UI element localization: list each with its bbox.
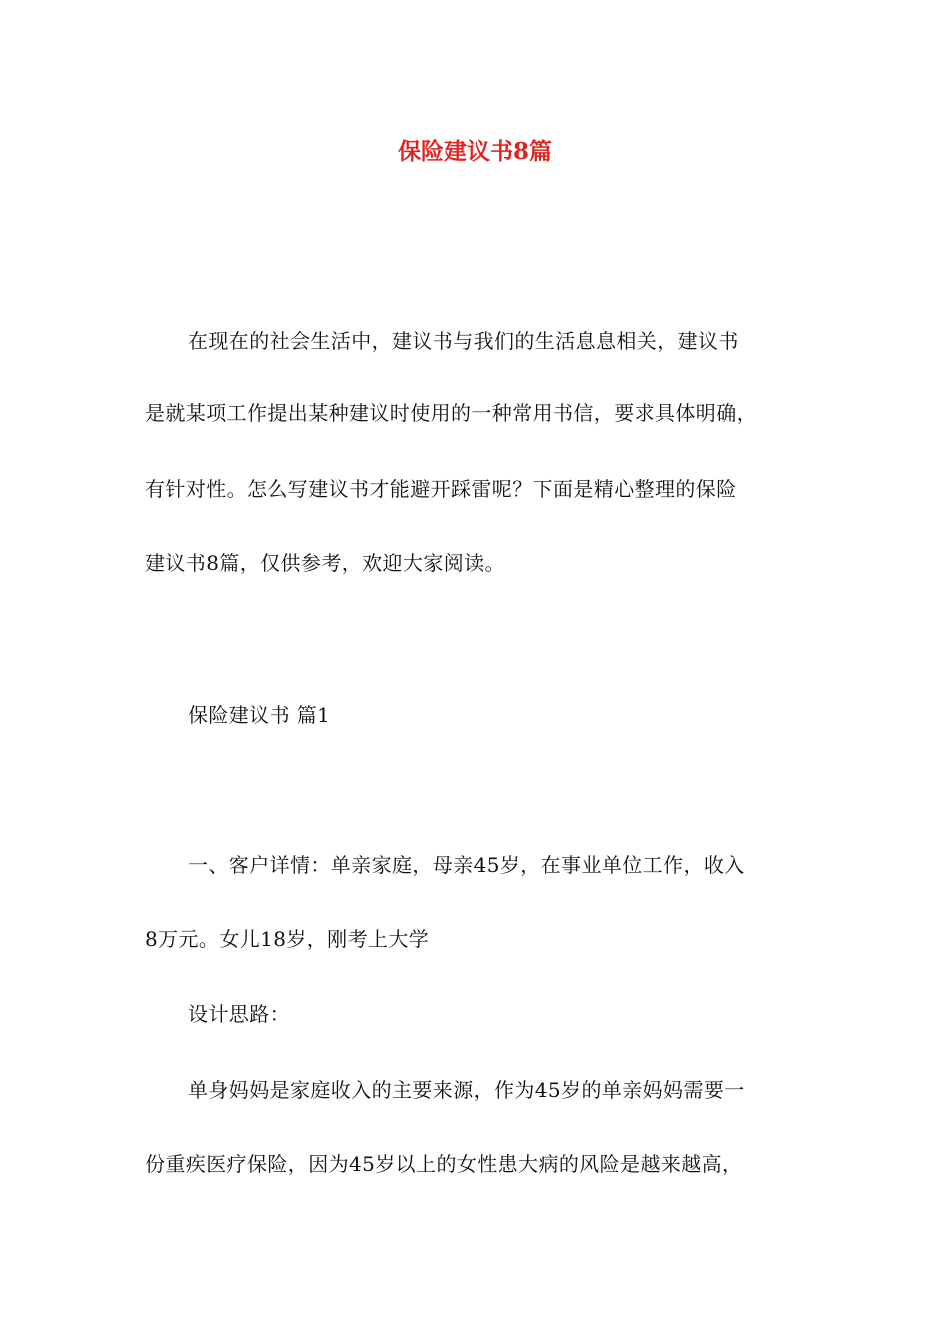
section-heading: 保险建议书 篇1 (188, 703, 331, 727)
design-line-1: 单身妈妈是家庭收入的主要来源，作为45岁的单亲妈妈需要一 (188, 1078, 745, 1102)
client-line-1: 一、客户详情：单亲家庭，母亲45岁，在事业单位工作，收入 (188, 853, 745, 877)
design-line-2: 份重疾医疗保险，因为45岁以上的女性患大病的风险是越来越高， (145, 1152, 743, 1176)
document-title: 保险建议书8篇 (397, 138, 552, 165)
intro-line-3: 有针对性。怎么写建议书才能避开踩雷呢？下面是精心整理的保险 (145, 477, 737, 501)
intro-line-4: 建议书8篇，仅供参考，欢迎大家阅读。 (145, 551, 505, 575)
client-line-2: 8万元。女儿18岁，刚考上大学 (145, 927, 430, 951)
design-heading: 设计思路： (188, 1002, 290, 1026)
intro-line-1: 在现在的社会生活中，建议书与我们的生活息息相关，建议书 (188, 329, 739, 353)
intro-line-2: 是就某项工作提出某种建议时使用的一种常用书信，要求具体明确， (145, 401, 757, 425)
